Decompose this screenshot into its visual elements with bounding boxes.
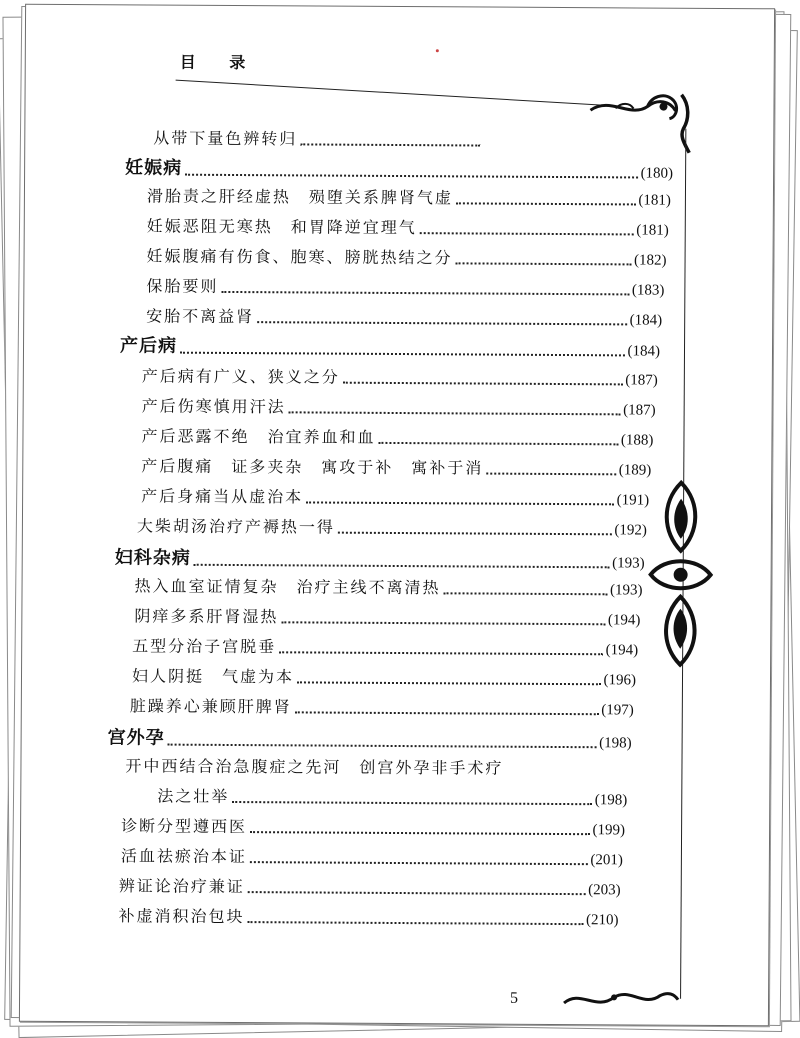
toc-section-title: 妊娠病 xyxy=(125,157,183,179)
toc-entry-title: 从带下量色辨转归 xyxy=(153,128,298,149)
toc-entry-page: (188) xyxy=(620,432,654,449)
toc-section-page: (193) xyxy=(612,555,645,572)
toc-entry[interactable] xyxy=(142,363,658,389)
toc-entry-title: 开中西结合治急腹症之先河 创宫外孕非手术疗 xyxy=(125,756,504,778)
toc-entry[interactable] xyxy=(118,903,618,929)
toc-section-title: 妇科杂病 xyxy=(114,547,191,569)
toc-entry-title: 阴痒多系肝肾湿热 xyxy=(134,606,279,627)
toc-entry-page: (184) xyxy=(629,312,663,329)
leader-dots xyxy=(279,651,602,655)
toc-entry-title: 大柴胡汤治疗产褥热一得 xyxy=(136,516,335,537)
toc-entry-page: (187) xyxy=(623,402,656,419)
toc-entry-page: (203) xyxy=(588,882,621,899)
toc-entry[interactable] xyxy=(147,213,669,239)
leader-dots xyxy=(248,891,585,895)
toc-section-page: (198) xyxy=(599,735,632,752)
toc-entry-title: 产后伤寒慎用汗法 xyxy=(141,396,286,417)
leader-dots xyxy=(444,592,607,595)
toc-entry-title: 产后病有广义、狭义之分 xyxy=(141,366,340,387)
leader-dots xyxy=(180,352,625,357)
toc-entry[interactable] xyxy=(137,513,647,539)
toc-entry-title: 补虚消积治包块 xyxy=(118,906,245,927)
toc-section-page: (180) xyxy=(640,165,674,182)
toc-section-page: (184) xyxy=(627,343,661,360)
toc-entry-title: 产后恶露不绝 治宜养血和血 xyxy=(141,426,376,447)
leader-dots xyxy=(378,442,617,445)
toc-page xyxy=(19,4,775,1027)
toc-entry-title: 辨证论治疗兼证 xyxy=(118,876,245,897)
toc-entry-page: (201) xyxy=(590,852,623,869)
toc-entry[interactable] xyxy=(146,273,664,299)
leader-dots xyxy=(343,382,622,386)
toc-section[interactable] xyxy=(125,153,673,182)
toc-entry[interactable] xyxy=(134,573,642,599)
leader-dots xyxy=(297,681,600,685)
leader-dots xyxy=(456,262,631,265)
toc-entry[interactable] xyxy=(121,843,623,869)
toc-entry-title: 妊娠恶阻无寒热 和胃降逆宜理气 xyxy=(146,216,417,238)
toc-entry-page: (191) xyxy=(616,492,650,509)
toc-entry[interactable] xyxy=(141,453,651,479)
toc-entry-title: 诊断分型遵西医 xyxy=(121,816,248,837)
toc-entry-title: 妊娠腹痛有伤食、胞寒、膀胱热结之分 xyxy=(146,246,453,268)
toc-section[interactable] xyxy=(108,723,632,752)
toc-entry-page: (194) xyxy=(607,612,641,629)
toc-entry[interactable] xyxy=(125,753,503,778)
toc-entry-title: 五型分治子宫脱垂 xyxy=(132,636,277,657)
toc-entry-page: (181) xyxy=(636,222,669,239)
leader-dots xyxy=(289,411,620,415)
toc-entry-title: 产后腹痛 证多夹杂 寓攻于补 寓补于消 xyxy=(141,456,484,478)
page-header-title: 目 录 xyxy=(179,52,260,73)
toc-entry-title: 脏躁养心兼顾肝脾肾 xyxy=(129,696,292,717)
leader-dots xyxy=(306,501,613,505)
toc-entry-title: 活血祛瘀治本证 xyxy=(120,846,247,867)
toc-entry[interactable] xyxy=(147,183,671,209)
toc-entry-page: (187) xyxy=(625,372,658,389)
leader-dots xyxy=(168,744,597,749)
toc-entry-page: (192) xyxy=(614,522,647,539)
toc-entry[interactable] xyxy=(132,633,638,659)
toc-entry[interactable] xyxy=(134,603,640,629)
leader-dots xyxy=(300,143,480,146)
leader-dots xyxy=(281,621,604,625)
toc-section-title: 产后病 xyxy=(119,335,178,357)
toc-entry[interactable] xyxy=(121,813,625,839)
leader-dots xyxy=(185,174,638,179)
toc-entry[interactable] xyxy=(153,126,483,151)
toc-entry-page: (189) xyxy=(618,462,652,479)
toc-entry-page: (183) xyxy=(631,282,665,299)
leader-dots xyxy=(295,711,598,715)
toc-entry-title: 安胎不离益肾 xyxy=(146,306,255,327)
leader-dots xyxy=(486,473,615,476)
toc-entry-page: (196) xyxy=(603,672,637,689)
toc-entry-title: 保胎要则 xyxy=(146,276,219,296)
toc-entry[interactable] xyxy=(119,873,621,899)
toc-section[interactable] xyxy=(115,543,645,572)
leader-dots xyxy=(221,291,628,295)
toc-entry[interactable] xyxy=(130,693,634,719)
leader-dots xyxy=(250,831,589,835)
toc-entry[interactable] xyxy=(141,423,653,449)
toc-entry[interactable] xyxy=(141,483,649,509)
leader-dots xyxy=(250,861,587,865)
toc-entry-page: (194) xyxy=(605,642,639,659)
toc-entry-page: (199) xyxy=(592,822,626,839)
toc-entry-title: 滑胎责之肝经虚热 殒堕关系脾肾气虚 xyxy=(146,186,454,208)
toc-entry[interactable] xyxy=(147,243,667,269)
toc-entry[interactable] xyxy=(132,663,636,689)
leader-dots xyxy=(232,801,591,805)
page-number: 5 xyxy=(509,989,519,1007)
toc-entry[interactable] xyxy=(142,393,656,419)
toc-entry-title: 妇人阴挺 气虚为本 xyxy=(131,666,295,687)
toc-entry-page: (198) xyxy=(594,792,628,809)
toc-section[interactable] xyxy=(120,331,660,360)
table-of-contents xyxy=(20,5,774,1026)
toc-entry-title: 产后身痛当从虚治本 xyxy=(141,486,304,507)
toc-section-title: 宫外孕 xyxy=(107,727,165,749)
toc-entry-page: (197) xyxy=(601,702,634,719)
leader-dots xyxy=(248,921,583,925)
toc-entry-title: 法之壮举 xyxy=(157,786,230,806)
toc-entry[interactable] xyxy=(146,303,662,329)
leader-dots xyxy=(456,202,635,205)
leader-dots xyxy=(257,321,626,325)
toc-entry-continuation[interactable] xyxy=(157,784,627,810)
toc-entry-page: (210) xyxy=(585,912,619,929)
leader-dots xyxy=(420,232,633,235)
toc-entry-page: (182) xyxy=(634,252,667,269)
toc-entry-page: (193) xyxy=(609,582,643,599)
leader-dots xyxy=(194,564,610,569)
toc-entry-page: (181) xyxy=(638,192,671,209)
toc-entry-title: 热入血室证情复杂 治疗主线不离清热 xyxy=(134,576,441,598)
leader-dots xyxy=(338,532,611,536)
